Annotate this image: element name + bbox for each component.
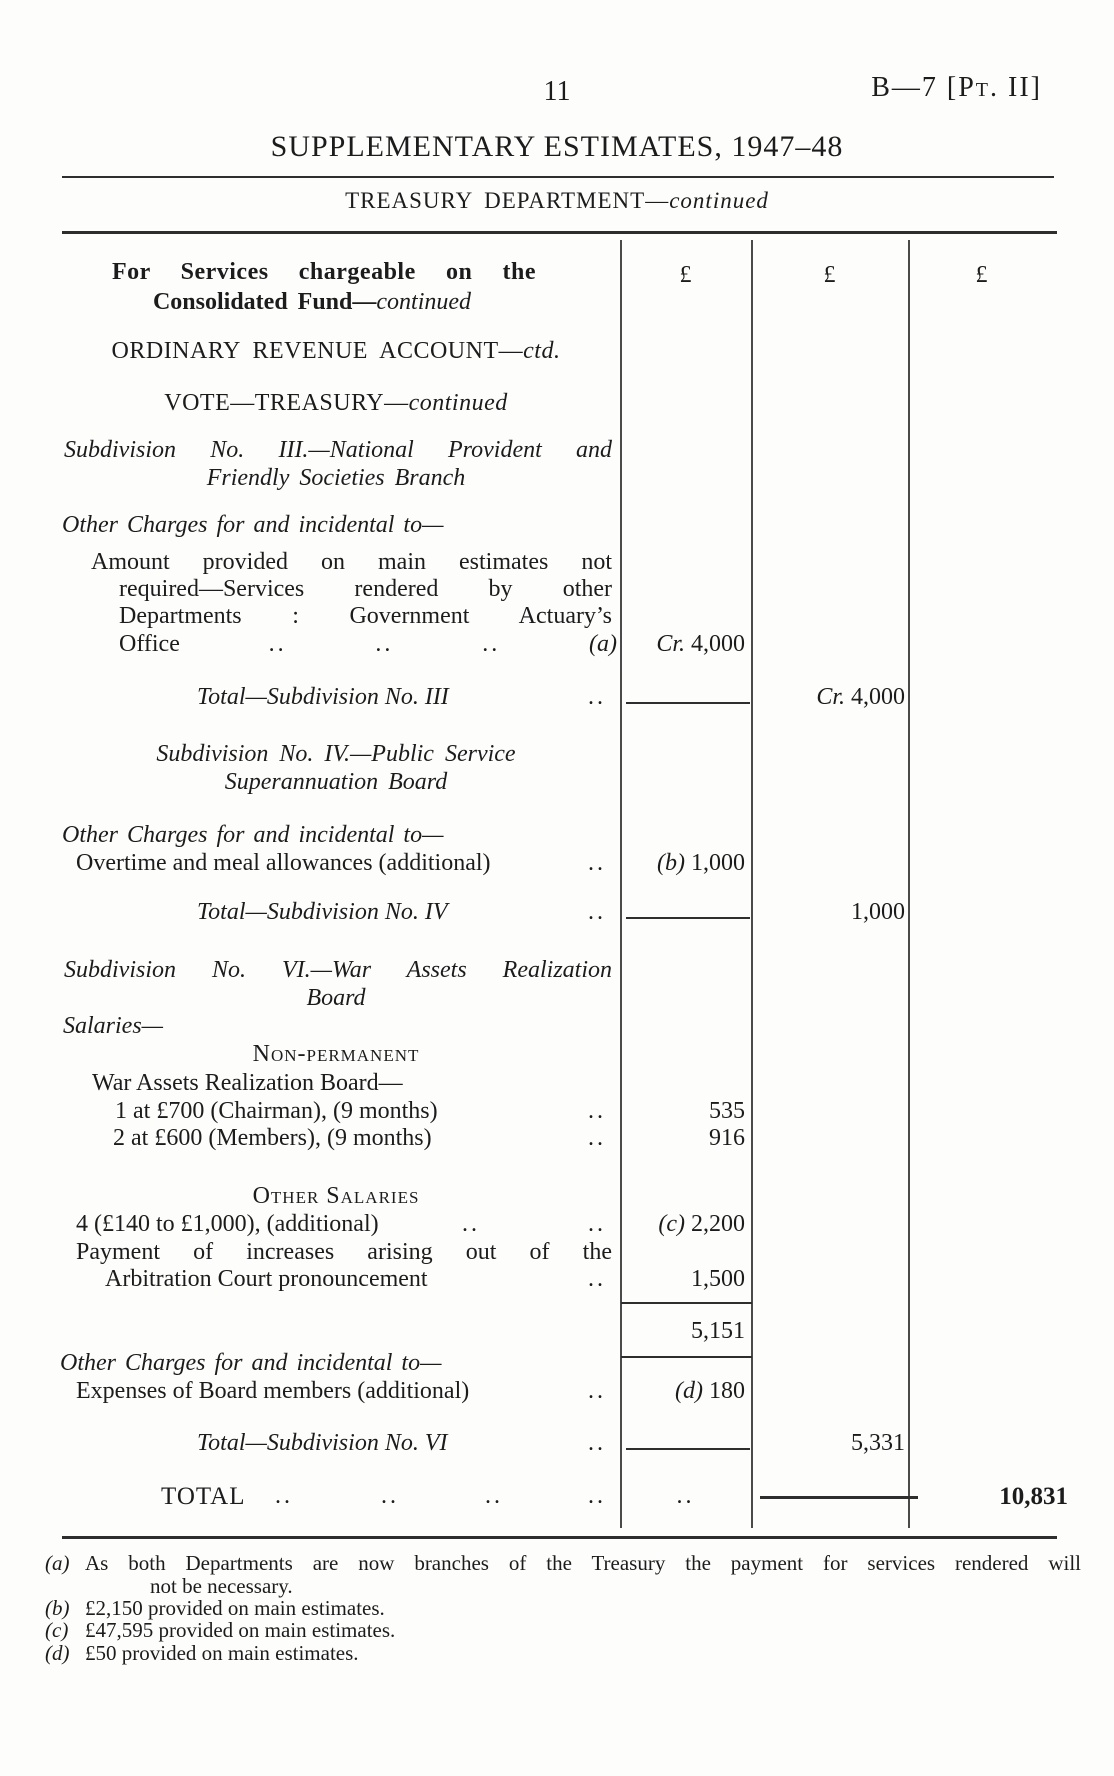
footnote-c-tag: (c) xyxy=(45,1618,69,1642)
dot-leader: .. xyxy=(588,684,606,710)
sub4-heading-line1: Subdivision No. IV.—Public Service xyxy=(156,741,516,767)
sub6-item1-label: 1 at £700 (Chairman), (9 months) xyxy=(115,1098,438,1124)
dot-leader: .. xyxy=(588,899,606,925)
footnote-c-text: £47,595 provided on main estimates. xyxy=(85,1618,396,1642)
footnote-ref-c: (c) xyxy=(658,1211,685,1237)
sub3-heading-line2: Friendly Societies Branch xyxy=(206,465,466,491)
account-heading-ctd: ctd. xyxy=(523,338,561,364)
grand-total-label: TOTAL xyxy=(161,1483,246,1510)
dot-leader: .. xyxy=(588,1483,606,1509)
footnote-ref-b: (b) xyxy=(657,850,685,876)
dot-leader: .. xyxy=(381,1483,399,1509)
sub3-total-dash xyxy=(626,702,750,704)
department-continued: continued xyxy=(669,188,769,213)
dot-leader: .. xyxy=(482,631,501,657)
sub6-total-label: Total—Subdivision No. VI xyxy=(197,1430,448,1456)
sub3-item-line4-row xyxy=(119,631,617,658)
sub3-charges-heading: Other Charges for and incidental to— xyxy=(62,512,444,538)
sub4-charges-heading: Other Charges for and incidental to— xyxy=(62,822,444,848)
footnote-d-text: £50 provided on main estimates. xyxy=(85,1641,359,1665)
footnote-a-line2: not be necessary. xyxy=(150,1574,293,1598)
sub6-other-salaries-heading: Other Salaries xyxy=(252,1183,420,1209)
dot-leader: .. xyxy=(588,1211,606,1237)
dot-leader: .. xyxy=(485,1483,503,1509)
column-divider-2 xyxy=(751,240,753,1528)
sub6-item3-value xyxy=(623,1211,745,1238)
footnote-a-line1: As both Departments are now branches of the Treasury the payment for services rendered will xyxy=(85,1551,1081,1575)
dot-leader: .. xyxy=(676,1483,695,1509)
sub6-item5-value xyxy=(623,1378,745,1405)
sub4-item-value xyxy=(623,850,745,877)
sub6-item1-value: 535 xyxy=(709,1098,745,1124)
account-heading-text: ORDINARY REVENUE ACCOUNT— xyxy=(111,338,524,364)
footnote-d-tag: (d) xyxy=(45,1641,70,1665)
sub6-total-dash xyxy=(626,1448,750,1450)
document-title: SUPPLEMENTARY ESTIMATES, 1947–48 xyxy=(270,130,844,163)
dot-leader: .. xyxy=(588,1125,606,1151)
sub4-total-dash xyxy=(626,917,750,919)
table-top-rule xyxy=(62,231,1057,234)
dot-leader: .. xyxy=(588,1266,606,1292)
pound-header-1: £ xyxy=(679,262,692,288)
dot-leader: .. xyxy=(375,631,394,657)
column-divider-3 xyxy=(908,240,910,1528)
sub6-charges-heading: Other Charges for and incidental to— xyxy=(60,1350,442,1376)
amount: 180 xyxy=(709,1378,745,1404)
sub6-item2-value: 916 xyxy=(709,1125,745,1151)
fund-heading-line1: For Services chargeable on the xyxy=(112,259,536,285)
fund-heading-line2-continued: continued xyxy=(376,289,472,315)
sub3-item-line1: Amount provided on main estimates not xyxy=(91,549,612,575)
department-name: TREASURY DEPARTMENT— xyxy=(345,188,670,213)
dot-leader: .. xyxy=(462,1211,480,1237)
sub6-subtotal-rule-top xyxy=(621,1302,752,1304)
sub3-item-value xyxy=(623,631,745,658)
vote-heading-continued: continued xyxy=(408,390,508,416)
page-number: 11 xyxy=(543,76,571,107)
sub6-nonpermanent-heading: Non-permanent xyxy=(252,1041,420,1067)
sub4-item-label: Overtime and meal allowances (additional) xyxy=(76,850,491,876)
sub4-heading-line2: Superannuation Board xyxy=(224,769,448,795)
sub6-heading-line2: Board xyxy=(306,985,366,1011)
sub6-item4-line1: Payment of increases arising out of the xyxy=(76,1239,612,1265)
dot-leader: .. xyxy=(268,631,287,657)
dot-leader: .. xyxy=(275,1483,293,1509)
sub6-subtotal-rule-bottom xyxy=(621,1356,752,1358)
footnote-ref-a: (a) xyxy=(588,631,617,657)
sub3-item-line3: Departments : Government Actuary’s xyxy=(119,603,612,629)
header-rule-top xyxy=(62,176,1054,178)
sub3-total-label: Total—Subdivision No. III xyxy=(197,684,449,710)
vote-heading-text: VOTE—TREASURY— xyxy=(164,390,409,416)
amount: 1,000 xyxy=(691,850,745,876)
footnote-b-text: £2,150 provided on main estimates. xyxy=(85,1596,385,1620)
fund-heading-line2 xyxy=(88,289,536,316)
grand-total-value: 10,831 xyxy=(999,1483,1068,1510)
grand-total-rule xyxy=(760,1496,918,1499)
sub3-heading-line1: Subdivision No. III.—National Provident and xyxy=(64,437,612,463)
pound-header-2: £ xyxy=(823,262,836,288)
sub6-item2-label: 2 at £600 (Members), (9 months) xyxy=(113,1125,432,1151)
credit-prefix: Cr. xyxy=(656,631,685,657)
sub3-item-line4-label: Office xyxy=(119,631,180,657)
amount: 2,200 xyxy=(691,1211,745,1237)
dot-leader: .. xyxy=(588,1378,606,1404)
credit-amount: 4,000 xyxy=(851,684,905,710)
pound-header-3: £ xyxy=(975,262,988,288)
credit-amount: 4,000 xyxy=(691,631,745,657)
sub6-item4-line2: Arbitration Court pronouncement xyxy=(105,1266,428,1292)
footnote-ref-d: (d) xyxy=(675,1378,703,1404)
sub6-total-value: 5,331 xyxy=(851,1430,905,1456)
sub3-total-value xyxy=(758,684,905,711)
sub6-salaries-heading: Salaries— xyxy=(63,1013,164,1039)
sub6-item3-label: 4 (£140 to £1,000), (additional) xyxy=(76,1211,379,1237)
fund-heading-line2-text: Consolidated Fund— xyxy=(152,289,377,315)
sub4-total-value: 1,000 xyxy=(851,899,905,925)
sub6-subtotal-value: 5,151 xyxy=(691,1318,745,1344)
credit-prefix: Cr. xyxy=(816,684,845,710)
vote-heading xyxy=(62,390,610,417)
dot-leader: .. xyxy=(588,1430,606,1456)
doc-reference: B—7 [Pt. II] xyxy=(871,72,1042,103)
column-divider-1 xyxy=(620,240,622,1528)
sub4-total-label: Total—Subdivision No. IV xyxy=(197,899,448,925)
footnote-b-tag: (b) xyxy=(45,1596,70,1620)
sub3-item-line2: required—Services rendered by other xyxy=(119,576,612,602)
footnote-a-tag: (a) xyxy=(45,1551,70,1575)
dot-leader: .. xyxy=(588,1098,606,1124)
sub6-heading-line1: Subdivision No. VI.—War Assets Realization xyxy=(64,957,612,983)
dot-leader: .. xyxy=(588,850,606,876)
department-heading xyxy=(0,188,1114,214)
table-bottom-rule xyxy=(62,1536,1057,1539)
sub6-item5-label: Expenses of Board members (additional) xyxy=(76,1378,470,1404)
account-heading xyxy=(62,338,610,365)
sub6-board-label: War Assets Realization Board— xyxy=(92,1070,403,1096)
sub6-item4-value: 1,500 xyxy=(691,1266,745,1292)
